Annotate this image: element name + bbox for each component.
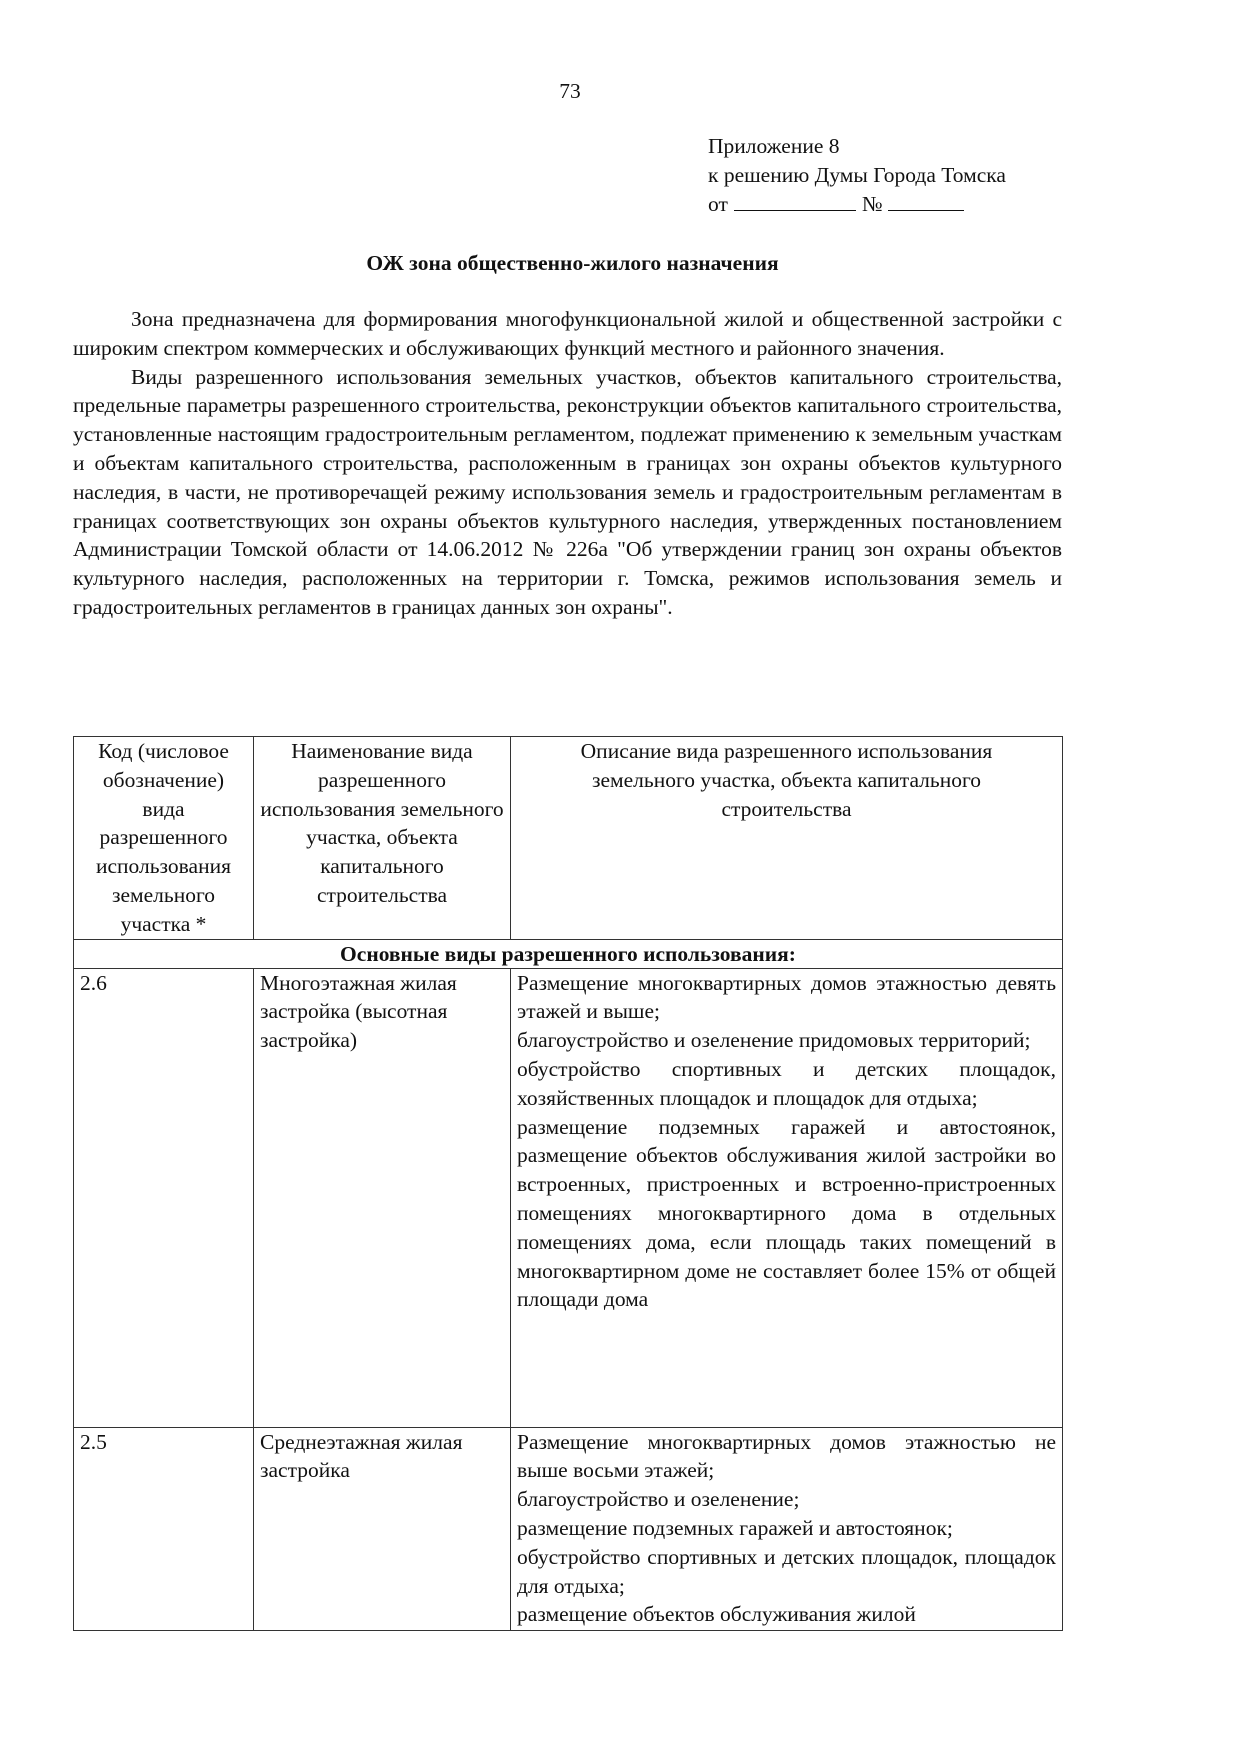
header-description-text: Описание вида разрешенного использования земельного участка, объекта капитального строительства <box>580 739 993 821</box>
appendix-title: Приложение 8 <box>708 134 840 158</box>
header-description <box>511 737 1063 940</box>
number-blank <box>888 190 964 211</box>
section-row <box>74 939 1063 968</box>
description-item: Размещение многоквартирных домов этажностью девять этажей и выше; <box>517 970 1056 1024</box>
row-name: Многоэтажная жилая застройка (высотная застройка) <box>254 968 511 1427</box>
table-row <box>74 1427 1063 1630</box>
body-text <box>73 305 1062 622</box>
paragraph: Виды разрешенного использования земельных участков, объектов капитального строительства, предельные параметры разрешенного строительства, реконструкции объектов капитального строительства, установленные настоящим градостроительным регламентом, подлежат применению к земельным участкам и объектам капитального строительства, расположенным в границах зон охраны объектов культурного наследия, в части, не противоречащей режиму использования земель и градостроительным регламентам в границах соответствующих зон охраны объектов культурного наследия, утвержденных постановлением Администрации Томской области от 14.06.2012 № 226а "Об утверждении границ зон охраны объектов культурного наследия, расположенных на территории г. Томска, режимов использования земель и градостроительных регламентов в границах данных зон охраны". <box>73 364 1062 619</box>
description-item: размещение подземных гаражей и автостоянок, размещение объектов обслуживания жилой застройки во встроенных, пристроенных и встроенно-пристроенных помещениях многоквартирного дома в отдельных помещениях дома, если площадь таких помещений в многоквартирном доме не составляет более 15% от общей площади дома <box>517 1114 1056 1312</box>
permitted-uses-table <box>73 736 1063 1631</box>
row-code: 2.6 <box>74 968 254 1427</box>
description-item: Размещение многоквартирных домов этажностью не выше восьми этажей; <box>517 1429 1056 1483</box>
section-title: Основные виды разрешенного использования: <box>74 939 1063 968</box>
appendix-block <box>708 132 1006 219</box>
document-title: ОЖ зона общественно-жилого назначения <box>366 251 779 275</box>
page-number: 73 <box>559 79 581 103</box>
row-name: Среднеэтажная жилая застройка <box>254 1427 511 1630</box>
table-row <box>74 968 1063 1427</box>
row-description <box>511 968 1063 1427</box>
appendix-date-line <box>708 190 1006 219</box>
row-description <box>511 1427 1063 1630</box>
table-header-row <box>74 737 1063 940</box>
header-code: Код (числовое обозначение) вида разрешенного использования земельного участка * <box>74 737 254 940</box>
header-name: Наименование вида разрешенного использования земельного участка, объекта капитального строительства <box>254 737 511 940</box>
paragraph: Зона предназначена для формирования многофункциональной жилой и общественной застройки с широким спектром коммерческих и обслуживающих функций местного и районного значения. <box>73 307 1062 360</box>
description-item: размещение объектов обслуживания жилой <box>517 1602 916 1627</box>
date-blank <box>734 190 856 211</box>
number-sign: № <box>861 192 883 216</box>
description-item: обустройство спортивных и детских площадок, площадок для отдыха; <box>517 1544 1056 1598</box>
date-prefix: от <box>708 192 728 216</box>
row-code: 2.5 <box>74 1427 254 1630</box>
description-item: благоустройство и озеленение придомовых территорий; <box>517 1028 1031 1053</box>
description-item: обустройство спортивных и детских площадок, хозяйственных площадок и площадок для отдыха; <box>517 1056 1056 1110</box>
appendix-reference: к решению Думы Города Томска <box>708 163 1006 187</box>
description-item: размещение подземных гаражей и автостоянок; <box>517 1515 953 1540</box>
description-item: благоустройство и озеленение; <box>517 1487 800 1512</box>
